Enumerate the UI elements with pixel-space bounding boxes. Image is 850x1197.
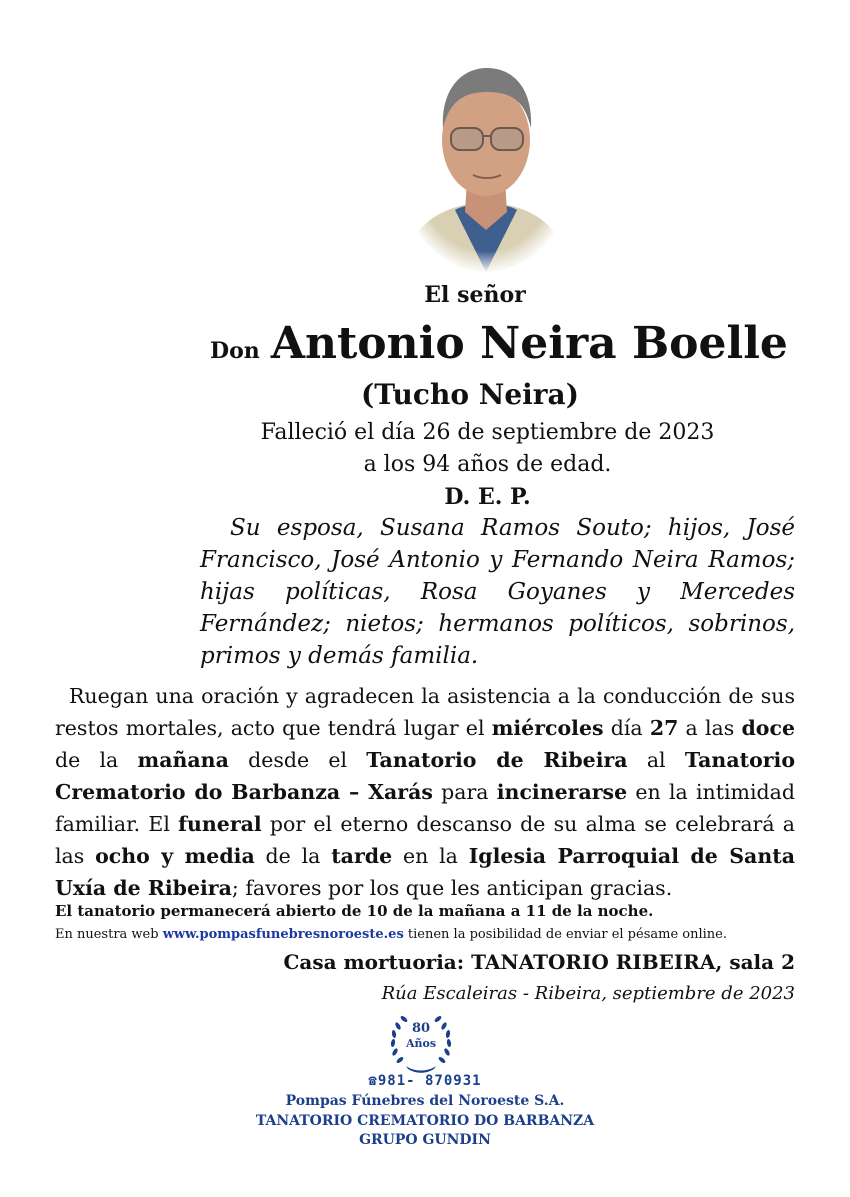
text-segment: día <box>603 716 650 740</box>
text-segment: al <box>627 748 685 772</box>
text-bold: funeral <box>178 812 262 836</box>
text-bold: Iglesia Parroquial de Santa Uxía de Ribeira <box>55 844 795 900</box>
text-bold: miércoles <box>491 716 604 740</box>
phone-number: ☎981- 870931 <box>368 1073 482 1089</box>
text-bold: mañana <box>137 748 229 772</box>
text-segment: para <box>432 780 497 804</box>
text-segment: en la intimidad familiar. El <box>55 780 795 836</box>
badge-number: 80 <box>411 1021 431 1036</box>
family-list: Su esposa, Susana Ramos Souto; hijos, José Francisco, José Antonio y Fernando Neira Ramos; hijas políticas, Rosa Goyanes y Mercedes Fernández; nietos; hermanos políticos, sobrinos, primos y demás familia. <box>200 515 795 669</box>
web-suffix: tienen la posibilidad de enviar el pésame online. <box>403 927 727 942</box>
deceased-name: Antonio Neira Boelle <box>270 318 788 369</box>
text-bold: tarde <box>331 844 393 868</box>
text-segment: en la <box>392 844 469 868</box>
intro-text: El señor <box>424 282 526 308</box>
text-bold: Tanatorio de Ribeira <box>366 748 628 772</box>
death-date: Falleció el día 26 de septiembre de 2023 <box>260 420 715 445</box>
deceased-name-line <box>210 318 810 369</box>
age-at-death: a los 94 años de edad. <box>363 452 612 477</box>
text-bold: 27 <box>649 716 679 740</box>
funeral-home <box>55 950 795 974</box>
text-segment: desde el <box>228 748 367 772</box>
company-name: Pompas Fúnebres del Noroeste S.A. <box>285 1093 565 1109</box>
web-condolences <box>55 927 795 942</box>
text-segment: de la <box>55 748 138 772</box>
rest-in-peace: D. E. P. <box>444 484 531 510</box>
text-segment: de la <box>254 844 332 868</box>
honorific: Don <box>210 338 260 364</box>
text-bold: Tanatorio Crematorio do Barbanza – Xarás <box>55 748 796 804</box>
text-bold: ocho y media <box>95 844 255 868</box>
text-bold: doce <box>741 716 795 740</box>
opening-hours: El tanatorio permanecerá abierto de 10 de la mañana a 11 de la noche. <box>55 902 654 920</box>
place-and-date: Rúa Escaleiras - Ribeira, septiembre de 2023 <box>381 983 795 1004</box>
text-segment: ; favores por los que les anticipan gracias. <box>231 876 673 900</box>
anniversary-badge <box>386 1010 456 1076</box>
text-segment: por el eterno descanso de su alma se celebrará a las <box>55 812 796 868</box>
badge-word: Años <box>405 1037 437 1050</box>
portrait-photo <box>395 40 577 272</box>
service-details <box>55 680 795 904</box>
text-segment: a las <box>678 716 742 740</box>
website-link[interactable]: www.pompasfunebresnoroeste.es <box>162 927 404 942</box>
nickname: (Tucho Neira) <box>361 378 579 411</box>
text-segment: Ruegan una oración y agradecen la asistencia a la conducción de sus restos mortales, acto que tendrá lugar el <box>55 684 795 740</box>
portrait-image <box>395 40 577 272</box>
funeral-home-label: Casa mortuoria: TANATORIO RIBEIRA <box>283 950 716 974</box>
text-bold: incinerarse <box>496 780 628 804</box>
crematorium-name: TANATORIO CREMATORIO DO BARBANZA <box>255 1113 595 1129</box>
web-prefix: En nuestra web <box>55 927 163 942</box>
group-name: GRUPO GUNDIN <box>359 1132 491 1148</box>
funeral-room: , sala 2 <box>715 950 795 974</box>
